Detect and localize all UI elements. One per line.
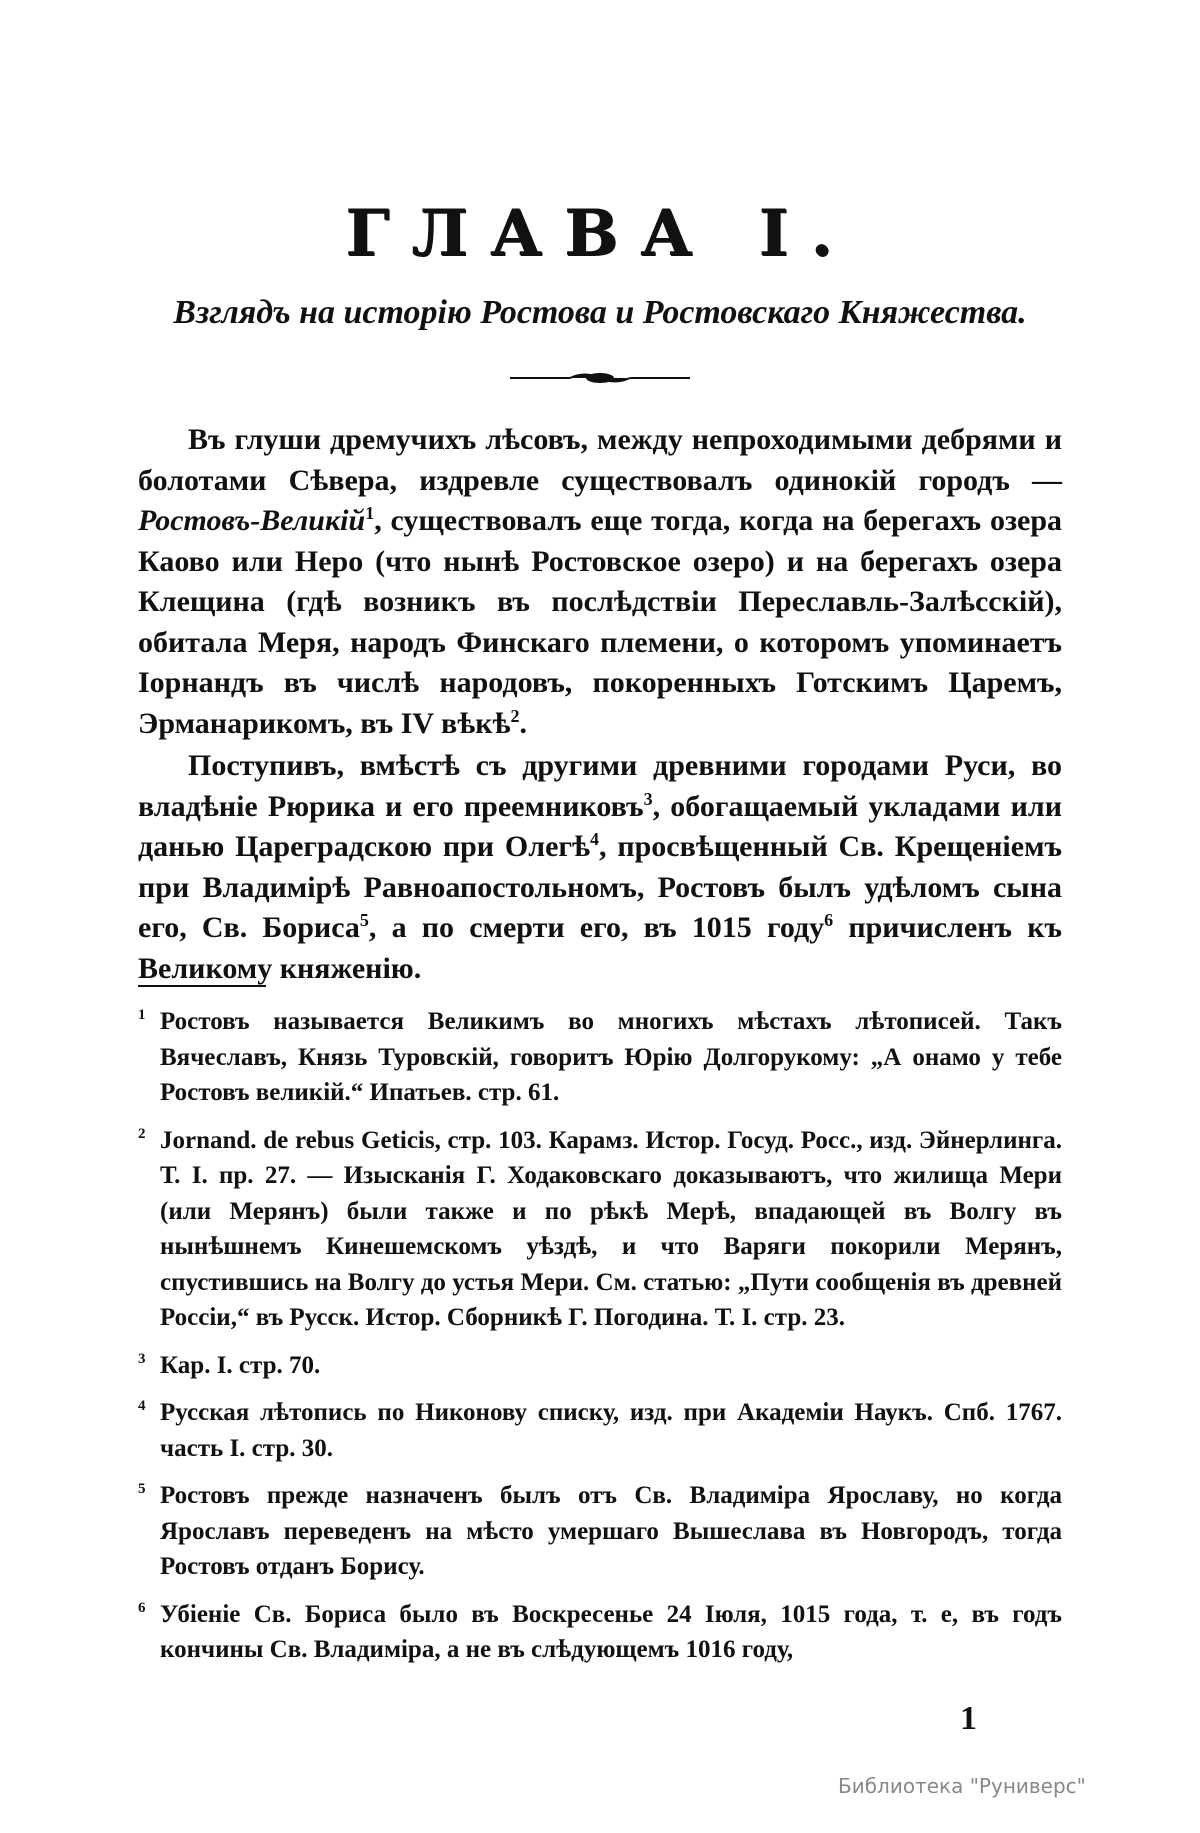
- text-run: , обогащаемый укладами или данью Цареградскою при Олегѣ: [138, 789, 1062, 863]
- chapter-title: ГЛАВА I.: [345, 196, 855, 271]
- footnote-marker: 5: [138, 1481, 146, 1497]
- footnote-marker: 2: [138, 1125, 146, 1142]
- footnote-ref: 4: [590, 829, 600, 849]
- text-run: .: [519, 706, 528, 740]
- footnote: [138, 1348, 1062, 1384]
- paragraph: [138, 746, 1062, 989]
- paragraph: [138, 420, 1062, 744]
- footnote: [138, 1004, 1062, 1111]
- text-run: , а по смерти его, въ 1015 году: [368, 911, 825, 944]
- footnote-ref: 3: [643, 788, 653, 809]
- footnote: [138, 1478, 1062, 1585]
- footnote-marker: 3: [138, 1350, 146, 1367]
- footnote-text: Кар. I. стр. 70.: [160, 1351, 321, 1379]
- footnote-text: Jornand. de rebus Geticis, стр. 103. Карамз. Истор. Госуд. Росс., изд. Эйнерлинга. Т. I. пр. 27. — Изысканія Г. Ходаковскаго доказываютъ, что жилища Мери (или Мерянъ) были также и по рѣкѣ Мерѣ, впадающей въ Волгу въ нынѣшнемъ Кинешемскомъ уѣздѣ, и что Варяги покорили Мерянъ, спустившись на Волгу до устья Мери. См. статью: „Пути сообщенія въ древней Россіи,“ въ Русск. Истор. Сборникѣ Г. Погодина. Т. I. стр. 23.: [160, 1126, 1062, 1331]
- footnote-marker: 6: [138, 1599, 146, 1616]
- footnote-divider: [138, 985, 266, 987]
- text-run: причисленъ къ Великому княженію.: [138, 911, 1062, 985]
- footnote-text: Ростовъ называется Великимъ во многихъ мѣстахъ лѣтописей. Такъ Вячеславъ, Князь Туровскій, говоритъ Юрію Долгорукому: „А онамо у тебе Ростовъ великій.“ Ипатьев. стр. 61.: [160, 1008, 1062, 1106]
- ornament-divider-icon: [510, 368, 690, 388]
- emphasis-text: Ростовъ-Великій: [138, 504, 366, 537]
- footnote-marker: 4: [138, 1398, 146, 1414]
- footnote: [138, 1597, 1062, 1668]
- page-number: 1: [960, 1700, 977, 1737]
- footnote-text: Убіеніе Св. Бориса было въ Воскресенье 24 Іюля, 1015 года, т. е, въ годъ кончины Св. Владиміра, а не въ слѣдующемъ 1016 году,: [160, 1600, 1062, 1663]
- footnote-marker: 1: [138, 1007, 146, 1023]
- footnote-ref: 2: [510, 705, 520, 726]
- text-run: , существовалъ еще тогда, когда на берегахъ озера Каово или Неро (что нынѣ Ростовское озеро) и на берегахъ озера Клещина (гдѣ возникъ въ послѣдствіи Переславль-Залѣсскій), обитала Меря, народъ Финскаго племени, о которомъ упоминаетъ Іорнандъ въ числѣ народовъ, покоренныхъ Готскимъ Царемъ, Эрманарикомъ, въ IV вѣкѣ: [138, 504, 1062, 740]
- footnote-text: Ростовъ прежде назначенъ былъ отъ Св. Владиміра Ярославу, но когда Ярославъ переведенъ на мѣсто умершаго Вышеслава въ Новгородъ, тогда Ростовъ отданъ Борису.: [160, 1482, 1062, 1580]
- footnote: [138, 1123, 1062, 1336]
- footnotes: [138, 1004, 1062, 1680]
- text-run: Поступивъ, вмѣстѣ съ другими древними городами Руси, во владѣніе Рюрика и его преемниковъ: [138, 749, 1062, 823]
- text-run: Въ глуши дремучихъ лѣсовъ, между непроходимыми дебрями и болотами Сѣвера, издревле существовалъ одинокій городъ —: [138, 423, 1062, 497]
- footnote-ref: 5: [359, 910, 369, 930]
- footnote-ref: 6: [824, 910, 834, 930]
- text-run: , просвѣщенный Св. Крещеніемъ при Владимірѣ Равноапостольномъ, Ростовъ былъ удѣломъ сына его, Св. Бориса: [138, 830, 1062, 944]
- main-text: [138, 420, 1062, 989]
- chapter-subtitle: Взглядъ на исторію Ростова и Ростовскаго Княжества.: [173, 294, 1027, 331]
- library-watermark: Библиотека "Руниверс": [838, 1774, 1086, 1798]
- footnote: [138, 1395, 1062, 1466]
- footnote-text: Русская лѣтопись по Никонову списку, изд. при Академіи Наукъ. Спб. 1767. часть I. стр. 30.: [160, 1399, 1062, 1462]
- footnote-ref: 1: [365, 503, 375, 523]
